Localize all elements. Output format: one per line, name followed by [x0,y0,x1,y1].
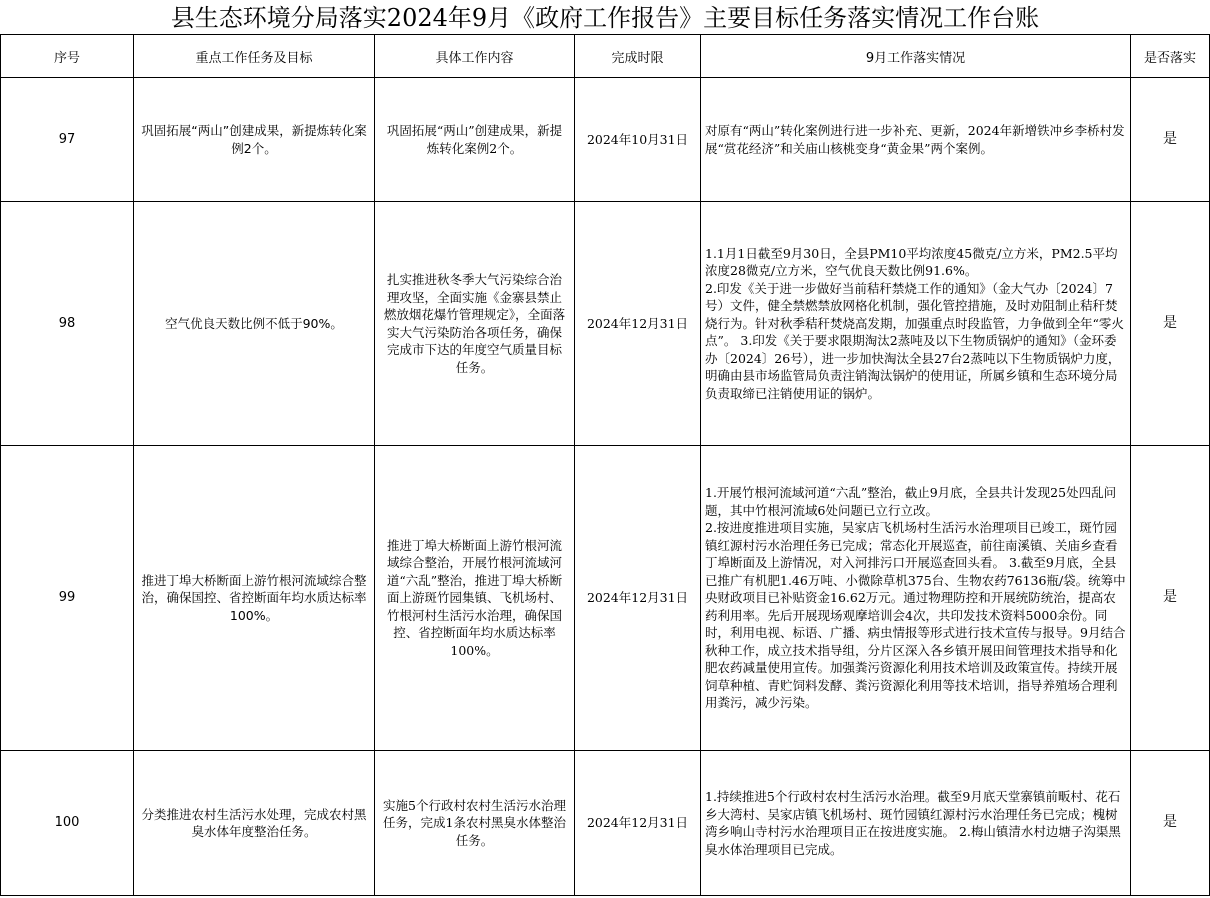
ledger-table [0,34,1210,896]
done-status: 是 [1131,78,1210,202]
progress-text: 对原有“两山”转化案例进行进一步补充、更新，2024年新增铁冲乡李桥村发展“赏花经济”和关庙山核桃变身“黄金果”两个案例。 [701,78,1131,202]
row-number: 99 [1,446,134,751]
deadline: 2024年10月31日 [575,78,701,202]
row-number: 97 [1,78,134,202]
deadline: 2024年12月31日 [575,751,701,896]
task-goal: 巩固拓展“两山”创建成果，新提炼转化案例2个。 [134,78,375,202]
row-number: 100 [1,751,134,896]
done-status: 是 [1131,751,1210,896]
header-progress: 9月工作落实情况 [701,35,1131,78]
header-done: 是否落实 [1131,35,1210,78]
header-content: 具体工作内容 [375,35,575,78]
task-goal: 分类推进农村生活污水处理，完成农村黑臭水体年度整治任务。 [134,751,375,896]
table-row [1,751,1210,896]
work-content: 实施5个行政村农村生活污水治理任务，完成1条农村黑臭水体整治任务。 [375,751,575,896]
progress-text: 1.开展竹根河流域河道“六乱”整治，截止9月底，全县共计发现25处四乱问题，其中竹根河流域6处问题已立行立改。 2.按进度推进项目实施，吴家店飞机场村生活污水治理项目已竣工，斑竹园镇红源村污水治理任务已完成；常态化开展巡查，前往南溪镇、关庙乡查看丁埠断面及上游情况，对入河排污口开展巡查回头看。 3.截至9月底，全县已推广有机肥1.46万吨、小微除草机375台、生物农药76136瓶/袋。统筹中央财政项目已补贴资金16.62万元。通过物理防控和开展统防统治，提高农药利用率。先后开展现场观摩培训会4次，共印发技术资料5000余份。同时，利用电视、标语、广播、病虫情报等形式进行技术宣传与报导。9月结合秋种工作，成立技术指导组，分片区深入各乡镇开展田间管理技术指导和化肥农药减量使用宣传。加强粪污资源化利用技术培训及政策宣传。持续开展饲草种植、青贮饲料发酵、粪污资源化利用等技术培训，指导养殖场合理利用粪污，减少污染。 [701,446,1131,751]
deadline: 2024年12月31日 [575,202,701,446]
header-no: 序号 [1,35,134,78]
work-content: 巩固拓展“两山”创建成果，新提炼转化案例2个。 [375,78,575,202]
progress-text: 1.1月1日截至9月30日，全县PM10平均浓度45微克/立方米，PM2.5平均浓度28微克/立方米，空气优良天数比例91.6%。 2.印发《关于进一步做好当前秸秆禁烧工作的通知》（金大气办〔2024〕7号）文件，健全禁燃禁放网格化机制，强化管控措施，及时劝阻制止秸秆焚烧行为。针对秋季秸秆焚烧高发期，加强重点时段监管，力争做到全年“零火点”。 3.印发《关于要求限期淘汰2蒸吨及以下生物质锅炉的通知》（金环委办〔2024〕26号），进一步加快淘汰全县27台2蒸吨以下生物质锅炉力度，明确由县市场监管局负责注销淘汰锅炉的使用证，所属乡镇和生态环境分局负责取缔已注销使用证的锅炉。 [701,202,1131,446]
task-goal: 推进丁埠大桥断面上游竹根河流域综合整治，确保国控、省控断面年均水质达标率100%。 [134,446,375,751]
header-row [1,35,1210,78]
work-content: 推进丁埠大桥断面上游竹根河流域综合整治，开展竹根河流域河道“六乱”整治，推进丁埠大桥断面上游斑竹园集镇、飞机场村、竹根河村生活污水治理，确保国控、省控断面年均水质达标率100%。 [375,446,575,751]
deadline: 2024年12月31日 [575,446,701,751]
table-row [1,202,1210,446]
header-deadline: 完成时限 [575,35,701,78]
page-title: 县生态环境分局落实2024年9月《政府工作报告》主要目标任务落实情况工作台账 [170,4,1040,32]
done-status: 是 [1131,446,1210,751]
done-status: 是 [1131,202,1210,446]
header-task: 重点工作任务及目标 [134,35,375,78]
table-row [1,78,1210,202]
progress-text: 1.持续推进5个行政村农村生活污水治理。截至9月底天堂寨镇前畈村、花石乡大湾村、吴家店镇飞机场村、斑竹园镇红源村污水治理任务已完成；槐树湾乡响山寺村污水治理项目正在按进度实施。 2.梅山镇清水村边塘子沟渠黑臭水体治理项目已完成。 [701,751,1131,896]
work-content: 扎实推进秋冬季大气污染综合治理攻坚，全面实施《金寨县禁止燃放烟花爆竹管理规定》，全面落实大气污染防治各项任务，确保完成市下达的年度空气质量目标任务。 [375,202,575,446]
table-row [1,446,1210,751]
task-goal: 空气优良天数比例不低于90%。 [134,202,375,446]
row-number: 98 [1,202,134,446]
